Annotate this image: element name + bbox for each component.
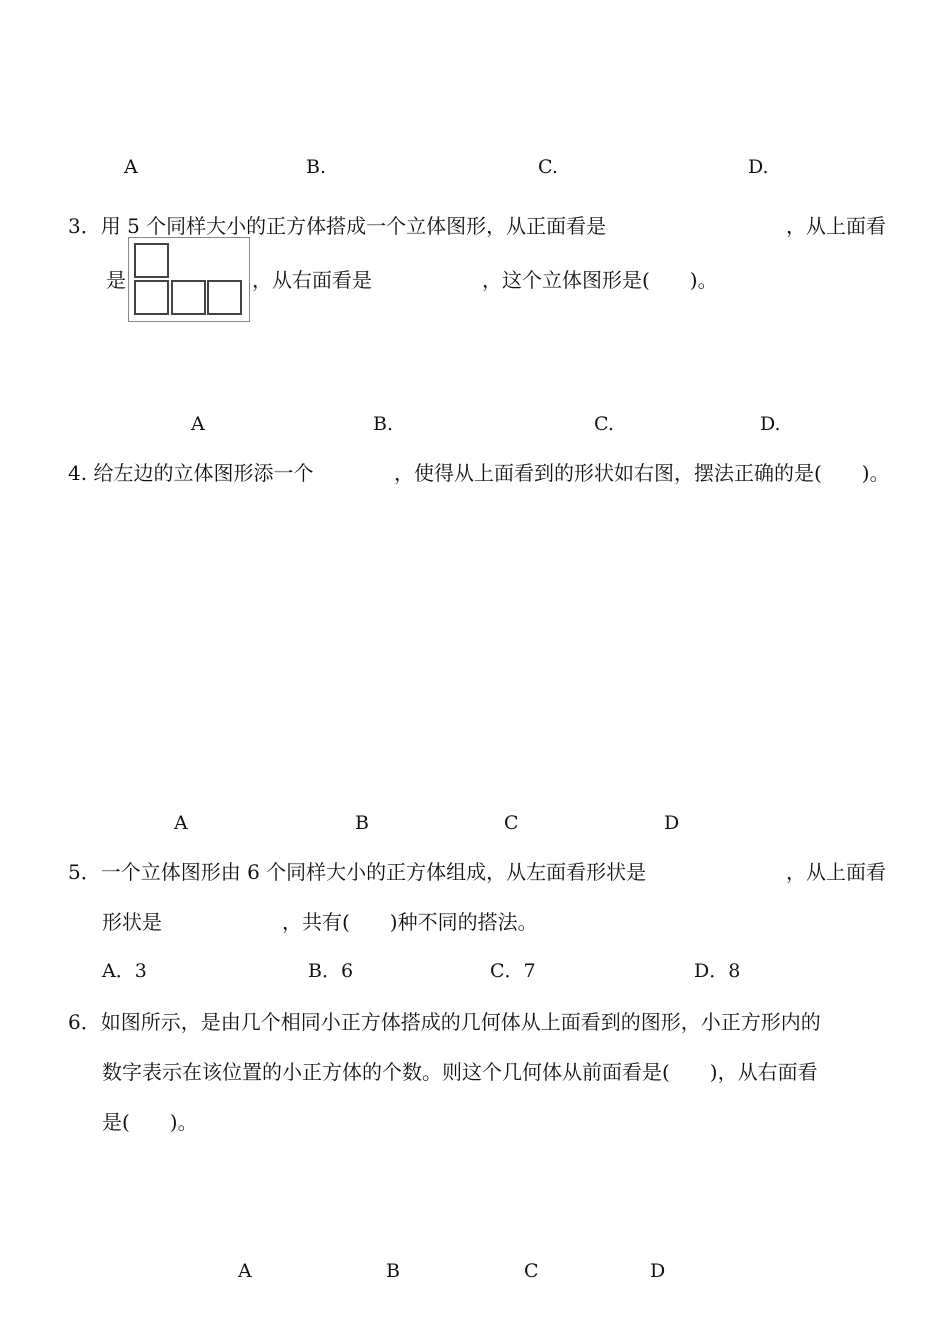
q3-line2-end: ，这个立体图形是( )。 xyxy=(482,268,718,292)
q5-option-d: D．8 xyxy=(694,960,741,982)
top-view-square xyxy=(171,280,206,315)
top-view-square xyxy=(134,280,169,315)
q4-option-b: B xyxy=(355,812,369,834)
q5-line1: 5．一个立体图形由 6 个同样大小的正方体组成，从左面看形状是 xyxy=(68,860,647,884)
q4-option-a: A xyxy=(174,812,188,834)
q6-option-c: C xyxy=(524,1260,539,1282)
q3-option-a: A xyxy=(191,413,205,435)
q5-option-c: C．7 xyxy=(490,960,536,982)
q5-line2-end: ，共有( )种不同的搭法。 xyxy=(282,910,538,934)
q6-line1: 6．如图所示，是由几个相同小正方体搭成的几何体从上面看到的图形，小正方形内的 xyxy=(68,1010,821,1034)
top-view-square xyxy=(134,243,169,278)
top-view-square xyxy=(207,280,242,315)
q5-option-b: B．6 xyxy=(308,960,354,982)
q3-option-c: C. xyxy=(594,413,614,435)
q5-option-a: A．3 xyxy=(102,960,147,982)
q2-option-c: C. xyxy=(538,156,558,178)
q3-line2-start: 是 xyxy=(106,268,126,292)
q6-line2: 数字表示在该位置的小正方体的个数。则这个几何体从前面看是( )，从右面看 xyxy=(102,1060,818,1084)
q3-line2-mid: ，从右面看是 xyxy=(252,268,372,292)
q6-option-d: D xyxy=(650,1260,666,1282)
q4-option-d: D xyxy=(664,812,680,834)
q6-option-a: A xyxy=(238,1260,252,1282)
q5-line1-end: ，从上面看 xyxy=(786,860,886,884)
q2-option-a: A xyxy=(124,156,138,178)
q3-line1-end: ，从上面看 xyxy=(786,214,886,238)
q4-option-c: C xyxy=(504,812,519,834)
q4-line1-end: ，使得从上面看到的形状如右图，摆法正确的是( )。 xyxy=(394,461,890,485)
q2-option-d: D. xyxy=(748,156,769,178)
q3-top-view-figure xyxy=(128,237,250,322)
q4-line1: 4. 给左边的立体图形添一个 xyxy=(68,461,314,485)
q2-option-b: B. xyxy=(306,156,327,178)
q5-line2: 形状是 xyxy=(102,910,162,934)
q3-line1: 3．用 5 个同样大小的正方体搭成一个立体图形，从正面看是 xyxy=(68,214,607,238)
q6-option-b: B xyxy=(386,1260,400,1282)
q6-line3: 是( )。 xyxy=(102,1110,198,1134)
q3-option-d: D. xyxy=(760,413,781,435)
q3-option-b: B. xyxy=(373,413,394,435)
